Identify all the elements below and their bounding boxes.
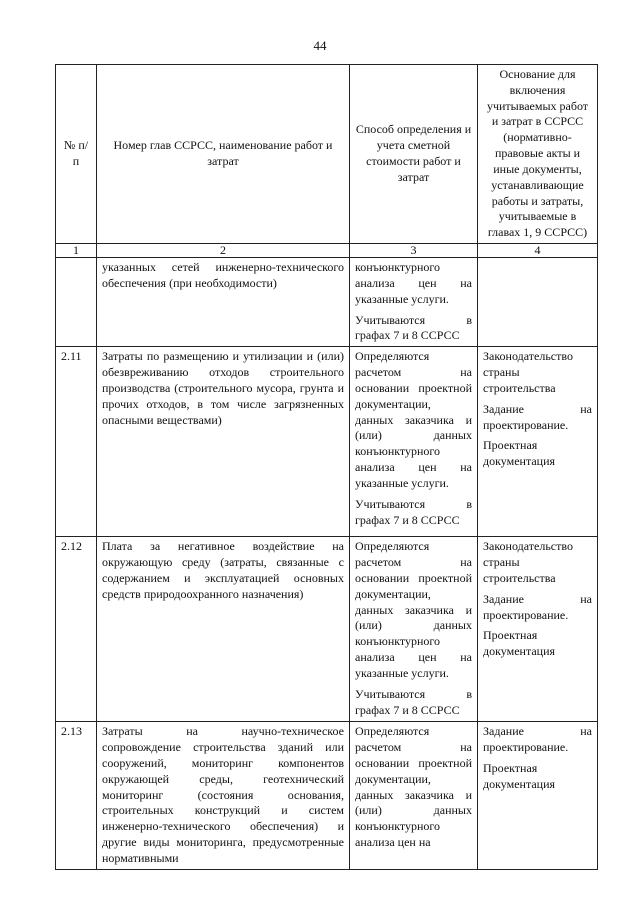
row-number: 2.11: [56, 347, 97, 537]
row-basis: [478, 258, 598, 347]
column-number: 4: [478, 244, 598, 258]
page-number: 44: [313, 38, 327, 53]
header-name: Номер глав ССРСС, наименование работ и затрат: [97, 65, 350, 244]
table-row-continuation: [56, 258, 598, 347]
column-numbers-row: [56, 244, 598, 258]
method-paragraph: Определяются расчетом на основании проектной документации, данных заказчика и (или) данных конъюнктурного анализа цен на указанные услуги.: [355, 539, 472, 680]
basis-paragraph: Законодательство страны строительства: [483, 349, 573, 395]
row-method: [350, 258, 478, 347]
cost-table: [55, 64, 598, 870]
row-name: Затраты на научно-техническое сопровождение строительства зданий или сооружений, мониторинг компонентов окружающей среды, геотехнический мониторинг (состояния основания, строительных конструкций и систем инженерно-технического обеспечения) и другие виды мониторинга, предусмотренные нормативными: [97, 722, 350, 869]
row-basis: [478, 347, 598, 537]
table-row: [56, 347, 598, 537]
row-name: Затраты по размещению и утилизации и (или) обезвреживанию отходов строительного производства (строительного мусора, грунта и прочих отходов, в том числе загрязненных опасными веществами): [97, 347, 350, 537]
column-number: 1: [56, 244, 97, 258]
row-method: [350, 347, 478, 537]
row-method: [350, 722, 478, 869]
method-paragraph: конъюнктурного анализа цен на указанные услуги.: [355, 260, 472, 306]
basis-paragraph: Задание на проектирование.: [483, 401, 592, 432]
row-basis: [478, 537, 598, 722]
method-paragraph: Определяются расчетом на основании проектной документации, данных заказчика и (или) данных конъюнктурного анализа цен на: [355, 724, 472, 850]
row-number: [56, 258, 97, 347]
basis-paragraph: Задание на проектирование.: [483, 724, 592, 755]
row-number: 2.13: [56, 722, 97, 869]
table-row: [56, 537, 598, 722]
method-paragraph: Определяются расчетом на основании проектной документации, данных заказчика и (или) данных конъюнктурного анализа цен на указанные услуги.: [355, 349, 472, 490]
row-name: указанных сетей инженерно-технического обеспечения (при необходимости): [97, 258, 350, 347]
basis-paragraph: Проектная документация: [483, 628, 556, 659]
row-method: [350, 537, 478, 722]
method-paragraph: Учитываются в графах 7 и 8 ССРСС: [355, 496, 472, 527]
method-paragraph: Учитываются в графах 7 и 8 ССРСС: [355, 312, 472, 343]
basis-paragraph: Задание на проектирование.: [483, 591, 592, 622]
row-number: 2.12: [56, 537, 97, 722]
row-name: Плата за негативное воздействие на окружающую среду (затраты, связанные с содержанием и эксплуатацией основных средств природоохранного назначения): [97, 537, 350, 722]
table-row: [56, 722, 598, 869]
header-number: № п/п: [56, 65, 97, 244]
column-number: 2: [97, 244, 350, 258]
header-method: Способ определения и учета сметной стоимости работ и затрат: [350, 65, 478, 244]
row-basis: [478, 722, 598, 869]
table-header-row: [56, 65, 598, 244]
basis-paragraph: Проектная документация: [483, 760, 556, 791]
basis-paragraph: Законодательство страны строительства: [483, 539, 573, 585]
method-paragraph: Учитываются в графах 7 и 8 ССРСС: [355, 686, 472, 717]
column-number: 3: [350, 244, 478, 258]
header-basis: Основание для включения учитываемых работ и затрат в ССРСС (нормативно-правовые акты и иные документы, устанавливающие работы и затраты, учитываемые в главах 1, 9 ССРСС): [478, 65, 598, 244]
basis-paragraph: Проектная документация: [483, 438, 556, 469]
